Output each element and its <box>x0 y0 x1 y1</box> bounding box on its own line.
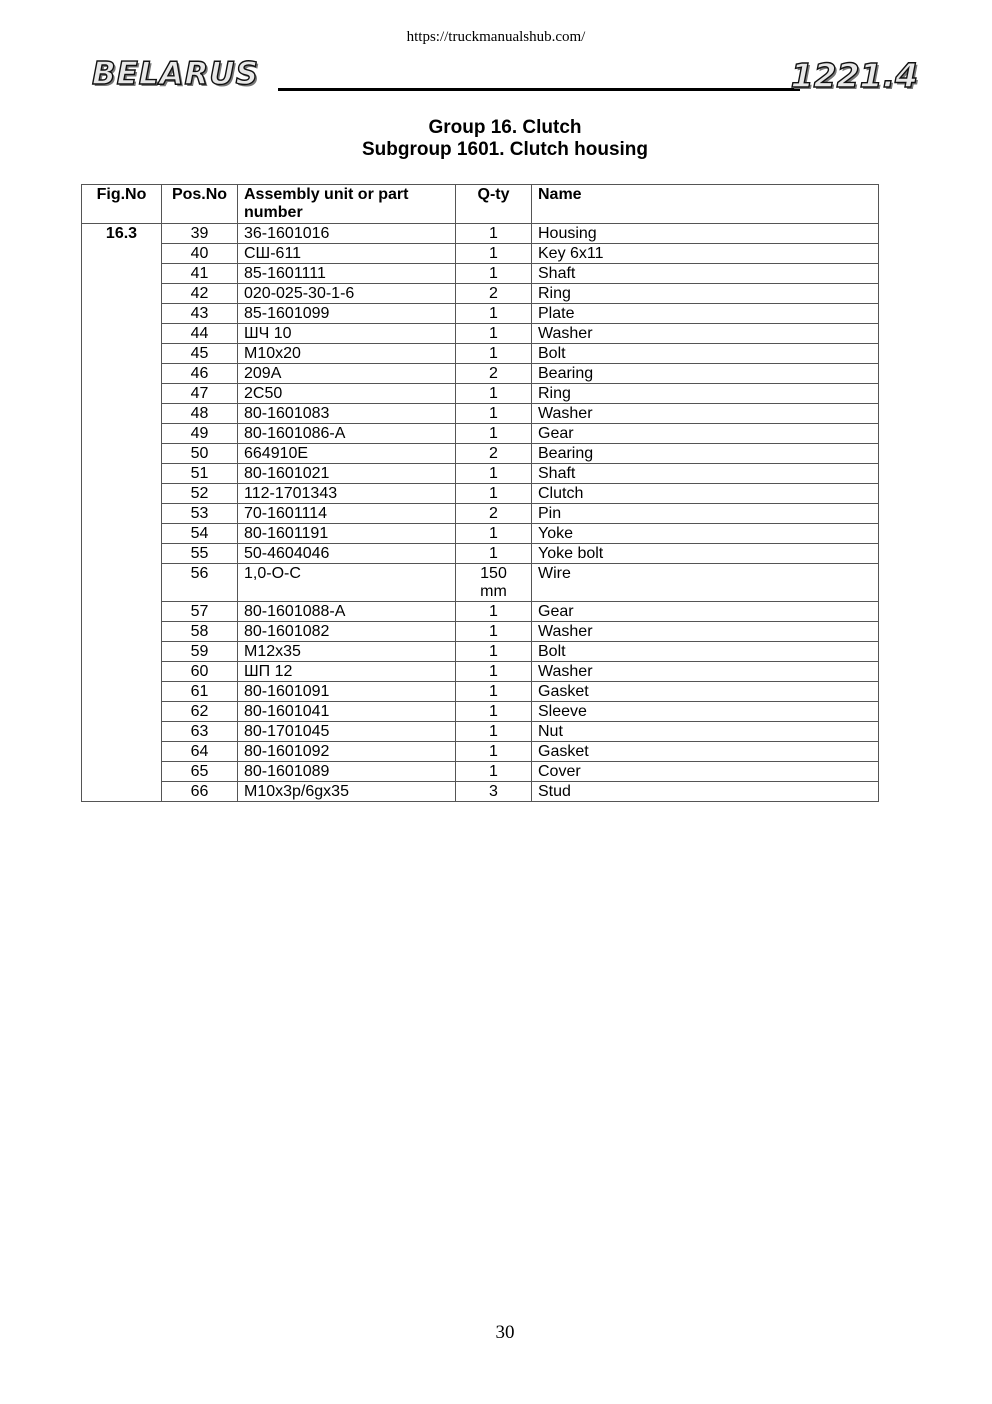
part-number-cell: 80-1601041 <box>238 702 456 722</box>
parts-table <box>81 184 879 802</box>
fig-number-cell-empty <box>82 284 162 304</box>
pos-no-cell: 57 <box>162 602 238 622</box>
part-name-cell: Gasket <box>532 742 879 762</box>
fig-number-cell-empty <box>82 504 162 524</box>
qty-cell: 1 <box>456 682 532 702</box>
table-row <box>82 622 879 642</box>
table-row <box>82 642 879 662</box>
pos-no-cell: 58 <box>162 622 238 642</box>
part-number-cell: 80-1601091 <box>238 682 456 702</box>
qty-cell: 1 <box>456 642 532 662</box>
table-row <box>82 364 879 384</box>
fig-number-cell-empty <box>82 244 162 264</box>
pos-no-cell: 49 <box>162 424 238 444</box>
pos-no-cell: 64 <box>162 742 238 762</box>
part-name-cell: Stud <box>532 782 879 802</box>
part-number-cell: 80-1701045 <box>238 722 456 742</box>
table-row <box>82 404 879 424</box>
fig-number-cell-empty <box>82 782 162 802</box>
part-number-cell: 209А <box>238 364 456 384</box>
qty-cell: 1 <box>456 464 532 484</box>
part-number-cell: М12х35 <box>238 642 456 662</box>
qty-cell: 1 <box>456 484 532 504</box>
group-title: Group 16. Clutch <box>428 117 582 138</box>
table-row <box>82 662 879 682</box>
qty-cell: 1 <box>456 524 532 544</box>
pos-no-cell: 59 <box>162 642 238 662</box>
part-name-cell: Wire <box>532 564 879 602</box>
part-number-cell: 80-1601089 <box>238 762 456 782</box>
fig-number-cell-empty <box>82 484 162 504</box>
part-number-cell: М10х3р/6gх35 <box>238 782 456 802</box>
qty-cell: 1 <box>456 224 532 244</box>
part-number-cell: 80-1601092 <box>238 742 456 762</box>
qty-cell: 1 <box>456 404 532 424</box>
source-url[interactable]: https://truckmanualshub.com/ <box>406 29 586 45</box>
fig-number-cell-empty <box>82 304 162 324</box>
header-row <box>82 185 879 224</box>
table-row <box>82 782 879 802</box>
part-number-cell: 664910Е <box>238 444 456 464</box>
part-name-cell: Clutch <box>532 484 879 504</box>
fig-number-cell: 16.3 <box>82 224 162 244</box>
qty-cell: 1 <box>456 324 532 344</box>
part-number-cell: 80-1601082 <box>238 622 456 642</box>
part-number-cell: 85-1601099 <box>238 304 456 324</box>
part-name-cell: Plate <box>532 304 879 324</box>
table-row <box>82 602 879 622</box>
table-row <box>82 544 879 564</box>
table-row <box>82 224 879 244</box>
pos-no-cell: 55 <box>162 544 238 564</box>
column-header-pos-no: Pos.No <box>162 185 238 224</box>
table-row <box>82 464 879 484</box>
part-name-cell: Housing <box>532 224 879 244</box>
column-header-name: Name <box>532 185 879 224</box>
pos-no-cell: 46 <box>162 364 238 384</box>
fig-number-cell-empty <box>82 264 162 284</box>
fig-number-cell-empty <box>82 642 162 662</box>
part-name-cell: Pin <box>532 504 879 524</box>
table-row <box>82 742 879 762</box>
header-rule <box>278 88 800 91</box>
qty-cell: 2 <box>456 284 532 304</box>
part-name-cell: Washer <box>532 404 879 424</box>
part-name-cell: Shaft <box>532 264 879 284</box>
table-row <box>82 484 879 504</box>
part-name-cell: Ring <box>532 384 879 404</box>
table-row <box>82 564 879 602</box>
qty-cell: 1 <box>456 344 532 364</box>
pos-no-cell: 50 <box>162 444 238 464</box>
pos-no-cell: 65 <box>162 762 238 782</box>
part-name-cell: Bolt <box>532 642 879 662</box>
pos-no-cell: 47 <box>162 384 238 404</box>
part-number-cell: 020-025-30-1-6 <box>238 284 456 304</box>
pos-no-cell: 48 <box>162 404 238 424</box>
column-header-qty: Q-ty <box>456 185 532 224</box>
table-row <box>82 244 879 264</box>
part-name-cell: Yoke bolt <box>532 544 879 564</box>
part-number-cell: 50-4604046 <box>238 544 456 564</box>
part-name-cell: Cover <box>532 762 879 782</box>
fig-number-cell-empty <box>82 384 162 404</box>
pos-no-cell: 53 <box>162 504 238 524</box>
fig-number-cell-empty <box>82 324 162 344</box>
qty-cell: 1 <box>456 544 532 564</box>
part-number-cell: 85-1601111 <box>238 264 456 284</box>
part-name-cell: Ring <box>532 284 879 304</box>
parts-table-header <box>82 185 879 224</box>
qty-cell: 1 <box>456 424 532 444</box>
qty-cell: 1 <box>456 762 532 782</box>
part-name-cell: Nut <box>532 722 879 742</box>
pos-no-cell: 51 <box>162 464 238 484</box>
table-row <box>82 344 879 364</box>
table-row <box>82 304 879 324</box>
part-number-cell: 36-1601016 <box>238 224 456 244</box>
table-row <box>82 284 879 304</box>
fig-number-cell-empty <box>82 742 162 762</box>
parts-table-body <box>82 224 879 802</box>
fig-number-cell-empty <box>82 722 162 742</box>
qty-cell: 1 <box>456 702 532 722</box>
brand-logo: BELARUS <box>92 56 259 92</box>
part-name-cell: Shaft <box>532 464 879 484</box>
table-row <box>82 424 879 444</box>
table-row <box>82 722 879 742</box>
qty-cell: 1 <box>456 722 532 742</box>
part-name-cell: Washer <box>532 324 879 344</box>
pos-no-cell: 62 <box>162 702 238 722</box>
model-number: 1221.4 <box>790 56 918 95</box>
pos-no-cell: 39 <box>162 224 238 244</box>
part-name-cell: Yoke <box>532 524 879 544</box>
part-number-cell: 70-1601114 <box>238 504 456 524</box>
qty-cell: 1 <box>456 244 532 264</box>
table-row <box>82 702 879 722</box>
qty-cell: 2 <box>456 504 532 524</box>
pos-no-cell: 60 <box>162 662 238 682</box>
qty-cell: 150 mm <box>456 564 532 602</box>
pos-no-cell: 63 <box>162 722 238 742</box>
pos-no-cell: 66 <box>162 782 238 802</box>
part-number-cell: ШЧ 10 <box>238 324 456 344</box>
qty-cell: 1 <box>456 662 532 682</box>
fig-number-cell-empty <box>82 622 162 642</box>
fig-number-cell-empty <box>82 564 162 602</box>
table-row <box>82 524 879 544</box>
pos-no-cell: 54 <box>162 524 238 544</box>
fig-number-cell-empty <box>82 662 162 682</box>
fig-number-cell-empty <box>82 444 162 464</box>
part-name-cell: Gear <box>532 424 879 444</box>
part-number-cell: 80-1601021 <box>238 464 456 484</box>
fig-number-cell-empty <box>82 544 162 564</box>
part-number-cell: ШП 12 <box>238 662 456 682</box>
part-number-cell: 2С50 <box>238 384 456 404</box>
table-row <box>82 504 879 524</box>
part-name-cell: Bearing <box>532 444 879 464</box>
subgroup-title: Subgroup 1601. Clutch housing <box>361 139 649 160</box>
part-number-cell: СШ-611 <box>238 244 456 264</box>
fig-number-cell-empty <box>82 682 162 702</box>
part-number-cell: 80-1601086-А <box>238 424 456 444</box>
table-row <box>82 324 879 344</box>
part-number-cell: 80-1601083 <box>238 404 456 424</box>
qty-cell: 2 <box>456 364 532 384</box>
part-number-cell: 1,0-О-С <box>238 564 456 602</box>
pos-no-cell: 56 <box>162 564 238 602</box>
qty-cell: 1 <box>456 622 532 642</box>
pos-no-cell: 52 <box>162 484 238 504</box>
part-name-cell: Gear <box>532 602 879 622</box>
qty-cell: 1 <box>456 384 532 404</box>
pos-no-cell: 40 <box>162 244 238 264</box>
pos-no-cell: 42 <box>162 284 238 304</box>
table-row <box>82 682 879 702</box>
part-number-cell: 80-1601088-А <box>238 602 456 622</box>
fig-number-cell-empty <box>82 524 162 544</box>
part-name-cell: Bearing <box>532 364 879 384</box>
fig-number-cell-empty <box>82 702 162 722</box>
qty-cell: 1 <box>456 264 532 284</box>
pos-no-cell: 43 <box>162 304 238 324</box>
pos-no-cell: 61 <box>162 682 238 702</box>
fig-number-cell-empty <box>82 404 162 424</box>
part-number-cell: М10х20 <box>238 344 456 364</box>
fig-number-cell-empty <box>82 344 162 364</box>
page-number: 30 <box>495 1322 515 1343</box>
qty-cell: 1 <box>456 742 532 762</box>
qty-cell: 2 <box>456 444 532 464</box>
table-row <box>82 762 879 782</box>
pos-no-cell: 45 <box>162 344 238 364</box>
column-header-part-number: Assembly unit or part number <box>238 185 456 224</box>
part-name-cell: Gasket <box>532 682 879 702</box>
fig-number-cell-empty <box>82 762 162 782</box>
fig-number-cell-empty <box>82 464 162 484</box>
part-name-cell: Sleeve <box>532 702 879 722</box>
part-name-cell: Washer <box>532 622 879 642</box>
qty-cell: 3 <box>456 782 532 802</box>
pos-no-cell: 44 <box>162 324 238 344</box>
part-name-cell: Key 6x11 <box>532 244 879 264</box>
table-row <box>82 264 879 284</box>
qty-cell: 1 <box>456 602 532 622</box>
table-row <box>82 384 879 404</box>
table-row <box>82 444 879 464</box>
fig-number-cell-empty <box>82 364 162 384</box>
qty-cell: 1 <box>456 304 532 324</box>
fig-number-cell-empty <box>82 424 162 444</box>
column-header-fig-no: Fig.No <box>82 185 162 224</box>
part-number-cell: 112-1701343 <box>238 484 456 504</box>
fig-number-cell-empty <box>82 602 162 622</box>
part-name-cell: Bolt <box>532 344 879 364</box>
part-number-cell: 80-1601191 <box>238 524 456 544</box>
part-name-cell: Washer <box>532 662 879 682</box>
pos-no-cell: 41 <box>162 264 238 284</box>
